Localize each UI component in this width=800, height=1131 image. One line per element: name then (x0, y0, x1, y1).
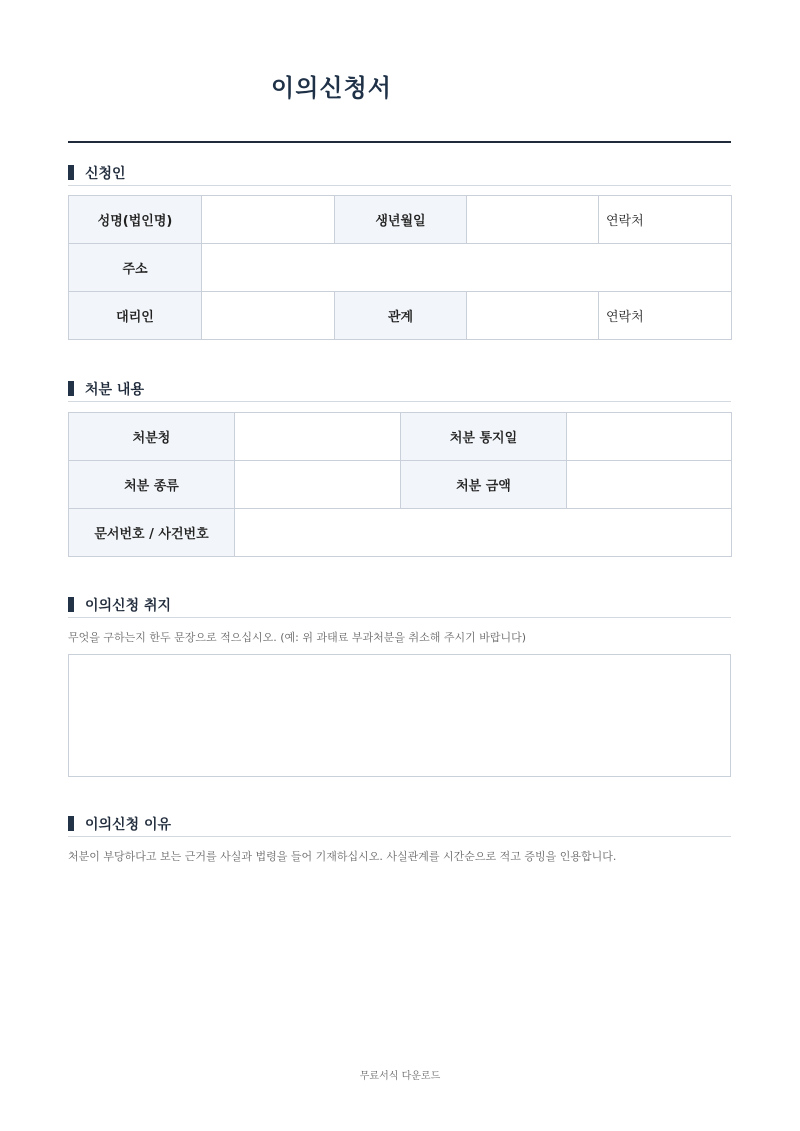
applicant-table (68, 195, 732, 340)
section-divider (68, 836, 731, 837)
table-row (69, 461, 732, 509)
reason-instructions: 처분이 부당하다고 보는 근거를 사실과 법령을 들어 기재하십시오. 사실관계를 시간순으로 적고 증빙을 인용합니다. (68, 850, 617, 863)
page-title: 이의신청서 (271, 74, 392, 102)
agency-field[interactable] (235, 413, 401, 461)
amount-field[interactable] (567, 461, 732, 509)
title-divider (68, 141, 731, 143)
label-name: 성명(법인명) (69, 196, 202, 244)
label-document-number: 문서번호 / 사건번호 (69, 509, 235, 557)
table-row (69, 509, 732, 557)
section-purpose-header (68, 593, 731, 617)
agent-field[interactable] (202, 292, 335, 340)
table-row (69, 244, 732, 292)
section-divider (68, 185, 731, 186)
label-agent: 대리인 (69, 292, 202, 340)
section-divider (68, 617, 731, 618)
section-applicant-title: 신청인 (85, 166, 126, 182)
disposition-type-field[interactable] (235, 461, 401, 509)
table-row (69, 413, 732, 461)
section-disposition-title: 처분 내용 (85, 382, 144, 398)
name-field[interactable] (202, 196, 335, 244)
footer-download-link[interactable]: 무료서식 다운로드 (359, 1071, 441, 1082)
table-row (69, 292, 732, 340)
label-agency: 처분청 (69, 413, 235, 461)
section-marker (68, 165, 74, 180)
contact-field[interactable]: 연락처 (599, 196, 732, 244)
purpose-textarea[interactable] (68, 654, 731, 777)
label-notice-date: 처분 통지일 (401, 413, 567, 461)
notice-date-field[interactable] (567, 413, 732, 461)
label-address: 주소 (69, 244, 202, 292)
label-relationship: 관계 (335, 292, 467, 340)
section-divider (68, 401, 731, 402)
birthdate-field[interactable] (467, 196, 599, 244)
section-reason-header (68, 812, 731, 836)
agent-contact-field[interactable]: 연락처 (599, 292, 732, 340)
label-birthdate: 생년월일 (335, 196, 467, 244)
section-marker (68, 381, 74, 396)
section-purpose-title: 이의신청 취지 (85, 598, 172, 614)
purpose-instructions: 무엇을 구하는지 한두 문장으로 적으십시오. (예: 위 과태료 부과처분을 취소해 주시기 바랍니다) (68, 631, 527, 644)
document-number-field[interactable] (235, 509, 732, 557)
table-row (69, 196, 732, 244)
address-field[interactable] (202, 244, 732, 292)
disposition-table (68, 412, 732, 557)
section-marker (68, 816, 74, 831)
label-disposition-type: 처분 종류 (69, 461, 235, 509)
label-amount: 처분 금액 (401, 461, 567, 509)
section-marker (68, 597, 74, 612)
section-applicant-header (68, 161, 731, 185)
section-disposition-header (68, 377, 731, 401)
relationship-field[interactable] (467, 292, 599, 340)
section-reason-title: 이의신청 이유 (85, 817, 172, 833)
